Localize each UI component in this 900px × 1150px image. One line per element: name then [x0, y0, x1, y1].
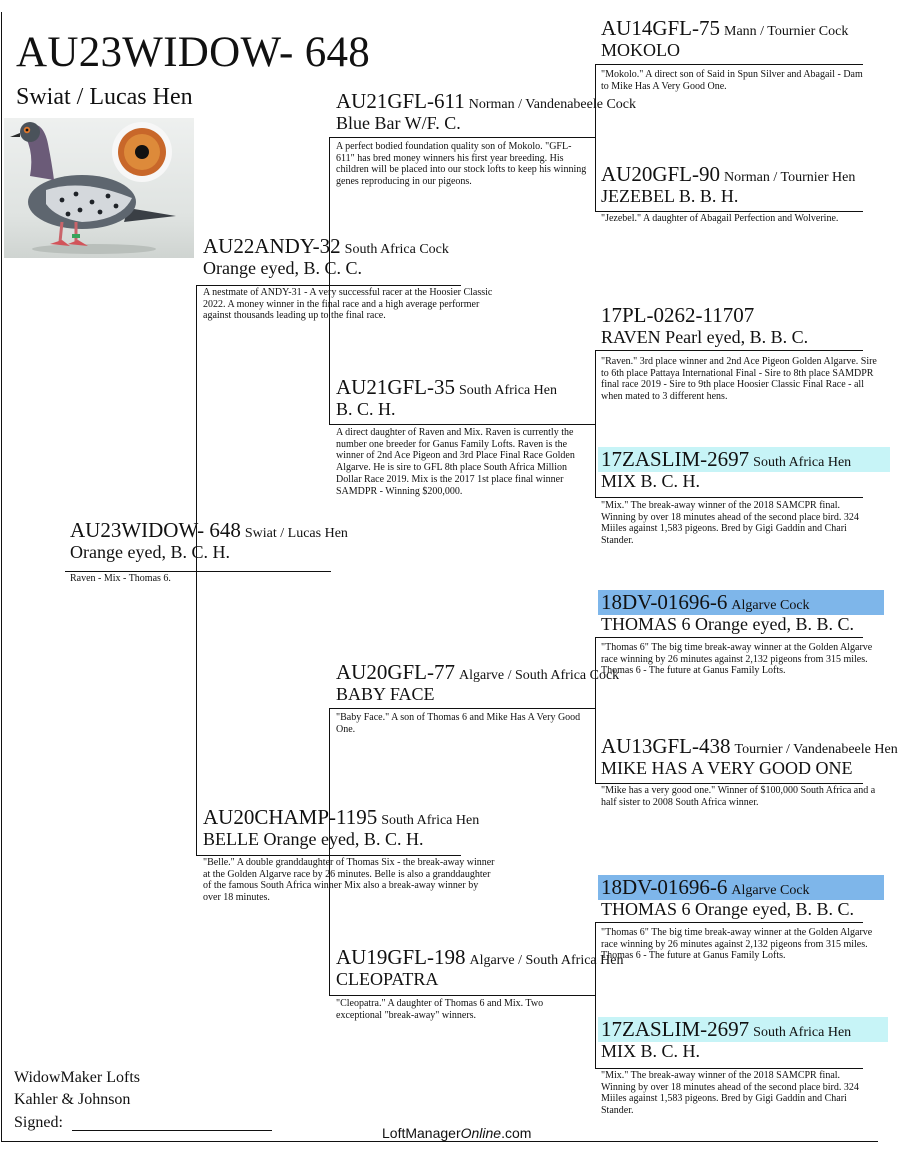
ddd-strain: South Africa Hen	[753, 1025, 852, 1040]
dsd-note: "Mike has a very good one." Winner of $100,000 South Africa and a half sister to 2008 South Africa winner.	[601, 785, 876, 808]
sdd-name: MIX B. C. H.	[601, 471, 701, 491]
ddd-name: MIX B. C. H.	[601, 1041, 701, 1061]
ss-underline	[329, 137, 595, 138]
dd-name: CLEOPATRA	[336, 969, 439, 989]
ddd-entry	[598, 1017, 888, 1042]
sd-underline	[329, 424, 595, 425]
connector-ss-parents	[595, 64, 596, 211]
dss-band: 18DV-01696-6	[601, 590, 728, 614]
ss-note: A perfect bodied foundation quality son of Mokolo. "GFL-611" has bred money winners his first year breeding. His children will be placed into our stock lofts to keep his winning genes reproducing in our pigeons.	[336, 141, 587, 188]
ds-entry	[336, 660, 620, 705]
dss-underline	[595, 637, 863, 638]
subject-name: Orange eyed, B. C. H.	[70, 542, 230, 562]
ds-band: AU20GFL-77	[336, 660, 455, 684]
sss-underline	[595, 64, 863, 65]
dss-note: "Thomas 6" The big time break-away winner at the Golden Algarve race winning by 26 minutes against 2,132 pigeons from 315 miles. Thomas 6 - The future at Ganus Family Lofts.	[601, 642, 873, 677]
connector-dd-parents	[595, 922, 596, 1068]
dss-name: THOMAS 6 Orange eyed, B. B. C.	[601, 614, 854, 634]
sd-name: B. C. H.	[336, 399, 396, 419]
dam-note: "Belle." A double granddaughter of Thomas Six - the break-away winner at the Golden Algarve race by 26 minutes. Belle is also a granddaughter of the famous South Africa winner Mix also a break-away winner by over 18 minutes.	[203, 857, 495, 904]
dam-name: BELLE Orange eyed, B. C. H.	[203, 829, 424, 849]
dds-strain: Algarve Cock	[731, 883, 810, 898]
owner-names: Kahler & Johnson	[14, 1091, 131, 1108]
ds-note: "Baby Face." A son of Thomas 6 and Mike Has A Very Good One.	[336, 712, 581, 735]
dd-entry	[336, 945, 624, 990]
dss-name-row	[601, 615, 900, 635]
connector-subject-parents	[196, 285, 197, 855]
sire-strain: South Africa Cock	[344, 242, 449, 257]
subject-entry	[70, 518, 430, 563]
sds-entry	[601, 303, 900, 348]
sire-note: A nestmate of ANDY-31 - A very successful racer at the Hoosier Classic 2022. A money winner in the final race and a high average performer against thousands leading up to the final race.	[203, 287, 493, 322]
dam-entry	[203, 805, 583, 850]
sd-entry	[336, 375, 598, 420]
dsd-entry	[601, 734, 900, 779]
sd-band: AU21GFL-35	[336, 375, 455, 399]
signature-line	[72, 1130, 272, 1131]
sire-name: Orange eyed, B. C. C.	[203, 258, 362, 278]
sd-strain: South Africa Hen	[459, 383, 557, 398]
dds-band: 18DV-01696-6	[601, 875, 728, 899]
sds-band: 17PL-0262-11707	[601, 303, 755, 327]
left-border	[1, 12, 2, 1142]
ss-entry	[336, 89, 637, 134]
dd-band: AU19GFL-198	[336, 945, 466, 969]
ssd-entry	[601, 162, 900, 207]
pedigree-title: AU23WIDOW- 648	[16, 29, 371, 76]
connector-dam-parents	[329, 708, 330, 995]
ddd-band: 17ZASLIM-2697	[601, 1017, 750, 1041]
ss-band: AU21GFL-611	[336, 89, 465, 113]
sire-band: AU22ANDY-32	[203, 234, 341, 258]
ds-strain: Algarve / South Africa Cock	[459, 668, 620, 683]
sdd-band: 17ZASLIM-2697	[601, 447, 750, 471]
pedigree-subtitle: Swiat / Lucas Hen	[16, 84, 193, 110]
connector-ds-parents	[595, 637, 596, 783]
website-part-c: .com	[501, 1125, 532, 1141]
sire-entry	[203, 234, 583, 279]
sds-underline	[595, 350, 863, 351]
ddd-underline	[595, 1068, 863, 1069]
connector-sire-parents	[329, 137, 330, 424]
dds-name-row	[601, 900, 900, 920]
dss-strain: Algarve Cock	[731, 598, 810, 613]
ds-underline	[329, 708, 595, 709]
connector-sd-parents	[595, 350, 596, 497]
sdd-strain: South Africa Hen	[753, 455, 852, 470]
dd-note: "Cleopatra." A daughter of Thomas 6 and Mix. Two exceptional "break-away" winners.	[336, 998, 544, 1021]
loft-name: WidowMaker Lofts	[14, 1069, 140, 1086]
bottom-border	[1, 1141, 878, 1142]
dam-strain: South Africa Hen	[381, 813, 480, 828]
ssd-underline	[595, 211, 863, 212]
dsd-strain: Tournier / Vandenabeele Hen	[734, 742, 898, 757]
sss-note: "Mokolo." A direct son of Said in Spun Silver and Abagail - Dam to Mike Has A Very Good One.	[601, 69, 863, 92]
dam-band: AU20CHAMP-1195	[203, 805, 378, 829]
ssd-strain: Norman / Tournier Hen	[724, 170, 856, 185]
sdd-underline	[595, 497, 863, 498]
sds-name: RAVEN Pearl eyed, B. B. C.	[601, 327, 809, 347]
ddd-note: "Mix." The break-away winner of the 2018 SAMCPR final. Winning by over 18 minutes ahead of the second place bird. 324 Miiles against 1,583 pigeons. Bred by Gigi Gaddin and Chari Stander.	[601, 1070, 859, 1117]
dd-strain: Algarve / South Africa Hen	[469, 953, 624, 968]
subject-strain: Swiat / Lucas Hen	[244, 526, 348, 541]
dds-name: THOMAS 6 Orange eyed, B. B. C.	[601, 899, 854, 919]
dds-note: "Thomas 6" The big time break-away winner at the Golden Algarve race winning by 26 minutes against 2,132 pigeons from 315 miles. Thomas 6 - The future at Ganus Family Lofts.	[601, 927, 873, 962]
website-part-a: LoftManager	[382, 1125, 461, 1141]
sds-note: "Raven." 3rd place winner and 2nd Ace Pigeon Golden Algarve. Sire to 6th place Pattaya International Final - Sire to 8th place SAMDPR final race 2019 - Sire to 9th place Hoosier Classic Final Race - all when mated to 3 different hens.	[601, 356, 877, 403]
signature-label: Signed:	[14, 1114, 63, 1131]
dss-entry	[598, 590, 884, 615]
dsd-band: AU13GFL-438	[601, 734, 731, 758]
dds-entry	[598, 875, 884, 900]
subject-note: Raven - Mix - Thomas 6.	[70, 573, 171, 584]
sss-name: MOKOLO	[601, 40, 680, 60]
ss-name: Blue Bar W/F. C.	[336, 113, 461, 133]
ddd-name-row	[601, 1042, 881, 1062]
ss-strain: Norman / Vandenabeele Cock	[468, 97, 637, 112]
sd-note: A direct daughter of Raven and Mix. Raven is currently the number one breeder for Ganus Family Lofts. Raven is the winner of 2nd Ace Pigeon and 3rd Place Final Race Golden Algarve. He is sire to GFL 8th place South Africa Million Dollar Race 2019. Mix is the 2017 1st place final winner SAMDPR - Winning $200,000.	[336, 427, 575, 497]
dsd-underline	[595, 783, 863, 784]
sss-band: AU14GFL-75	[601, 16, 720, 40]
ssd-band: AU20GFL-90	[601, 162, 720, 186]
ssd-note: "Jezebel." A daughter of Abagail Perfection and Wolverine.	[601, 213, 839, 224]
subject-underline	[65, 571, 331, 572]
dsd-name: MIKE HAS A VERY GOOD ONE	[601, 758, 853, 778]
sdd-name-row	[601, 472, 881, 492]
sdd-entry	[598, 447, 890, 472]
website-footer	[382, 1125, 531, 1141]
dds-underline	[595, 922, 863, 923]
ds-name: BABY FACE	[336, 684, 435, 704]
sdd-note: "Mix." The break-away winner of the 2018 SAMCPR final. Winning by over 18 minutes ahead of the second place bird. 324 Miiles against 1,583 pigeons. Bred by Gigi Gaddin and Chari Stander.	[601, 500, 859, 547]
dd-underline	[329, 995, 595, 996]
subject-band: AU23WIDOW- 648	[70, 518, 241, 542]
ssd-name: JEZEBEL B. B. H.	[601, 186, 739, 206]
sss-strain: Mann / Tournier Cock	[724, 24, 849, 39]
website-part-b: Online	[460, 1125, 502, 1141]
pigeon-photo	[4, 118, 194, 258]
sss-entry	[601, 16, 900, 61]
